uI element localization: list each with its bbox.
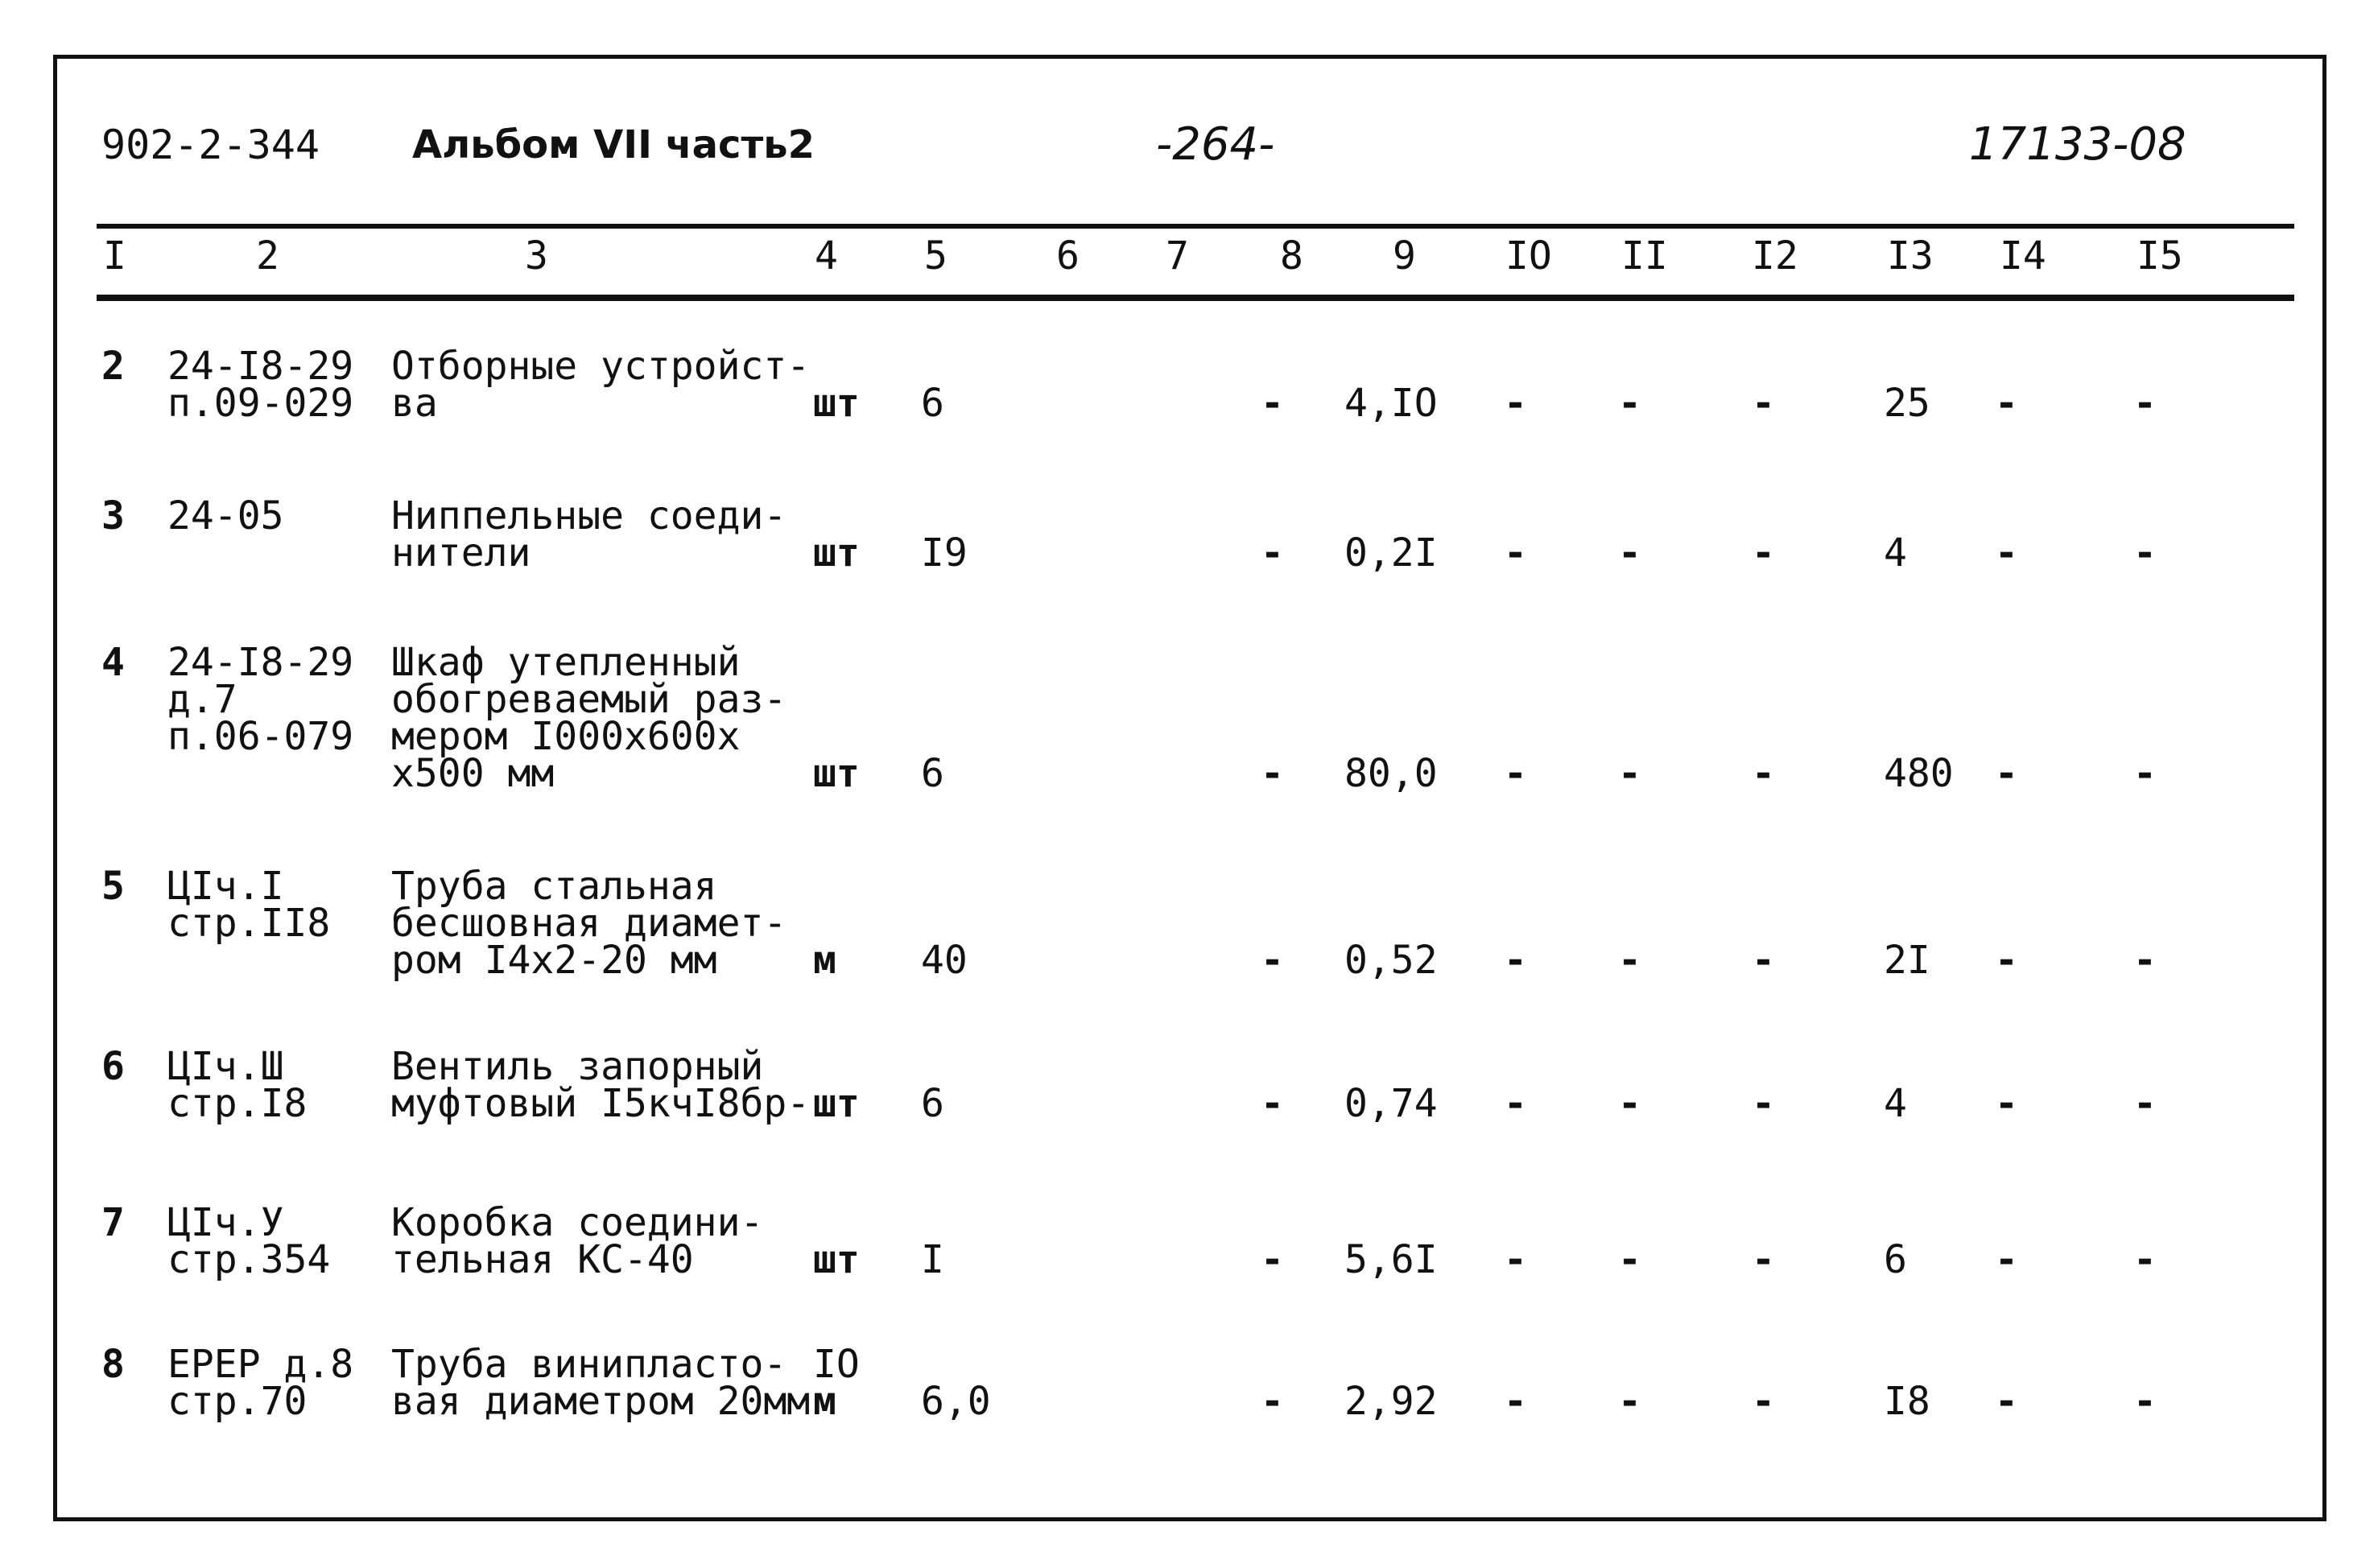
column-number: I4: [2000, 233, 2046, 279]
col8-value: -: [1261, 381, 1284, 426]
col11-value: -: [1618, 1379, 1641, 1424]
col9-value: 0,2I: [1344, 530, 1438, 576]
col13-value: 4: [1884, 530, 1907, 576]
row-number: 2: [101, 344, 125, 389]
page-number: -264-: [1156, 118, 1275, 171]
description-line: x500 мм: [391, 751, 555, 796]
col11-value: -: [1618, 1081, 1641, 1126]
row-number: 4: [101, 640, 125, 685]
column-number: I5: [2136, 233, 2183, 279]
col11-value: -: [1618, 938, 1641, 983]
header-bottom-rule: [97, 295, 2294, 301]
description-line: ром I4x2-20 мм: [391, 938, 717, 983]
col10-value: -: [1504, 530, 1527, 576]
row-number: 6: [101, 1044, 125, 1089]
col10-value: -: [1504, 938, 1527, 983]
col10-value: -: [1504, 751, 1527, 796]
reference-line: 24-I8-29: [167, 640, 354, 685]
reference-line: ЦIч.I: [167, 864, 284, 909]
row-number: 5: [101, 864, 125, 909]
col8-value: -: [1261, 1379, 1284, 1424]
unit: шт: [813, 1081, 860, 1126]
unit-count: IO: [813, 1342, 860, 1387]
col15-value: -: [2133, 1237, 2157, 1282]
row-number: 3: [101, 493, 125, 538]
col8-value: -: [1261, 751, 1284, 796]
reference-line: 24-05: [167, 493, 284, 538]
unit: шт: [813, 530, 860, 576]
description-line: Труба винипласто-: [391, 1342, 787, 1387]
col13-value: 6: [1884, 1237, 1907, 1282]
quantity: I9: [921, 530, 968, 576]
col14-value: -: [1995, 1081, 2018, 1126]
reference-line: п.06-079: [167, 714, 354, 759]
description-line: Вентиль запорный: [391, 1044, 764, 1089]
reference-line: ЦIч.Ш: [167, 1044, 284, 1089]
album-label: Альбом VII часть2: [412, 122, 815, 167]
reference-line: 24-I8-29: [167, 344, 354, 389]
sheet-number: 17133-08: [1969, 118, 2186, 171]
col12-value: -: [1752, 751, 1775, 796]
col9-value: 2,92: [1344, 1379, 1438, 1424]
reference-line: ЦIч.У: [167, 1200, 284, 1245]
col13-value: 25: [1884, 381, 1930, 426]
col8-value: -: [1261, 1237, 1284, 1282]
unit: шт: [813, 1237, 860, 1282]
description-line: Отборные устройст-: [391, 344, 811, 389]
unit: м: [813, 1379, 836, 1424]
column-number: IO: [1505, 233, 1552, 279]
column-number: II: [1621, 233, 1668, 279]
col13-value: 480: [1884, 751, 1954, 796]
col9-value: 5,6I: [1344, 1237, 1438, 1282]
header-top-rule: [97, 224, 2294, 229]
col15-value: -: [2133, 530, 2157, 576]
col14-value: -: [1995, 381, 2018, 426]
col8-value: -: [1261, 1081, 1284, 1126]
col8-value: -: [1261, 938, 1284, 983]
unit: м: [813, 938, 836, 983]
col14-value: -: [1995, 1237, 2018, 1282]
column-number: I: [103, 233, 126, 279]
column-number: I2: [1752, 233, 1798, 279]
column-number: 5: [924, 233, 947, 279]
col14-value: -: [1995, 938, 2018, 983]
description-line: Шкаф утепленный: [391, 640, 741, 685]
col10-value: -: [1504, 1237, 1527, 1282]
col15-value: -: [2133, 381, 2157, 426]
description-line: Труба стальная: [391, 864, 717, 909]
unit: шт: [813, 751, 860, 796]
col9-value: 0,52: [1344, 938, 1438, 983]
description-line: тельная КС-40: [391, 1237, 694, 1282]
col13-value: 2I: [1884, 938, 1930, 983]
col15-value: -: [2133, 751, 2157, 796]
column-number: 9: [1393, 233, 1416, 279]
col11-value: -: [1618, 530, 1641, 576]
reference-line: п.09-029: [167, 381, 354, 426]
unit: шт: [813, 381, 860, 426]
col11-value: -: [1618, 381, 1641, 426]
quantity: I: [921, 1237, 944, 1282]
col12-value: -: [1752, 381, 1775, 426]
row-number: 8: [101, 1342, 125, 1387]
reference-line: стр.II8: [167, 901, 331, 946]
document-code: 902-2-344: [101, 122, 320, 168]
column-number: 6: [1056, 233, 1080, 279]
column-number: 4: [815, 233, 838, 279]
col14-value: -: [1995, 1379, 2018, 1424]
col15-value: -: [2133, 1379, 2157, 1424]
col10-value: -: [1504, 1379, 1527, 1424]
column-number: 8: [1280, 233, 1303, 279]
description-line: муфтовый I5кчI8бр-: [391, 1081, 811, 1126]
reference-line: ЕРЕР д.8: [167, 1342, 354, 1387]
col9-value: 80,0: [1344, 751, 1438, 796]
column-number: 7: [1166, 233, 1189, 279]
col9-value: 0,74: [1344, 1081, 1438, 1126]
description-line: бесшовная диамет-: [391, 901, 787, 946]
quantity: 6: [921, 381, 944, 426]
reference-line: стр.I8: [167, 1081, 308, 1126]
col15-value: -: [2133, 1081, 2157, 1126]
description-line: вая диаметром 20мм: [391, 1379, 811, 1424]
description-line: ва: [391, 381, 438, 426]
col14-value: -: [1995, 530, 2018, 576]
description-line: мером I000x600x: [391, 714, 741, 759]
quantity: 40: [921, 938, 968, 983]
reference-line: стр.354: [167, 1237, 331, 1282]
col11-value: -: [1618, 751, 1641, 796]
col11-value: -: [1618, 1237, 1641, 1282]
col13-value: I8: [1884, 1379, 1930, 1424]
col12-value: -: [1752, 938, 1775, 983]
quantity: 6,0: [921, 1379, 991, 1424]
col9-value: 4,IO: [1344, 381, 1438, 426]
col12-value: -: [1752, 1081, 1775, 1126]
col14-value: -: [1995, 751, 2018, 796]
description-line: обогреваемый раз-: [391, 677, 787, 722]
col12-value: -: [1752, 530, 1775, 576]
quantity: 6: [921, 1081, 944, 1126]
description-line: Коробка соедини-: [391, 1200, 764, 1245]
column-number: I3: [1887, 233, 1934, 279]
column-number: 3: [525, 233, 548, 279]
col8-value: -: [1261, 530, 1284, 576]
description-line: Ниппельные соеди-: [391, 493, 787, 538]
col10-value: -: [1504, 381, 1527, 426]
col12-value: -: [1752, 1237, 1775, 1282]
column-number: 2: [256, 233, 279, 279]
col15-value: -: [2133, 938, 2157, 983]
reference-line: д.7: [167, 677, 237, 722]
quantity: 6: [921, 751, 944, 796]
col12-value: -: [1752, 1379, 1775, 1424]
col10-value: -: [1504, 1081, 1527, 1126]
description-line: нители: [391, 530, 531, 576]
col13-value: 4: [1884, 1081, 1907, 1126]
reference-line: стр.70: [167, 1379, 308, 1424]
row-number: 7: [101, 1200, 125, 1245]
